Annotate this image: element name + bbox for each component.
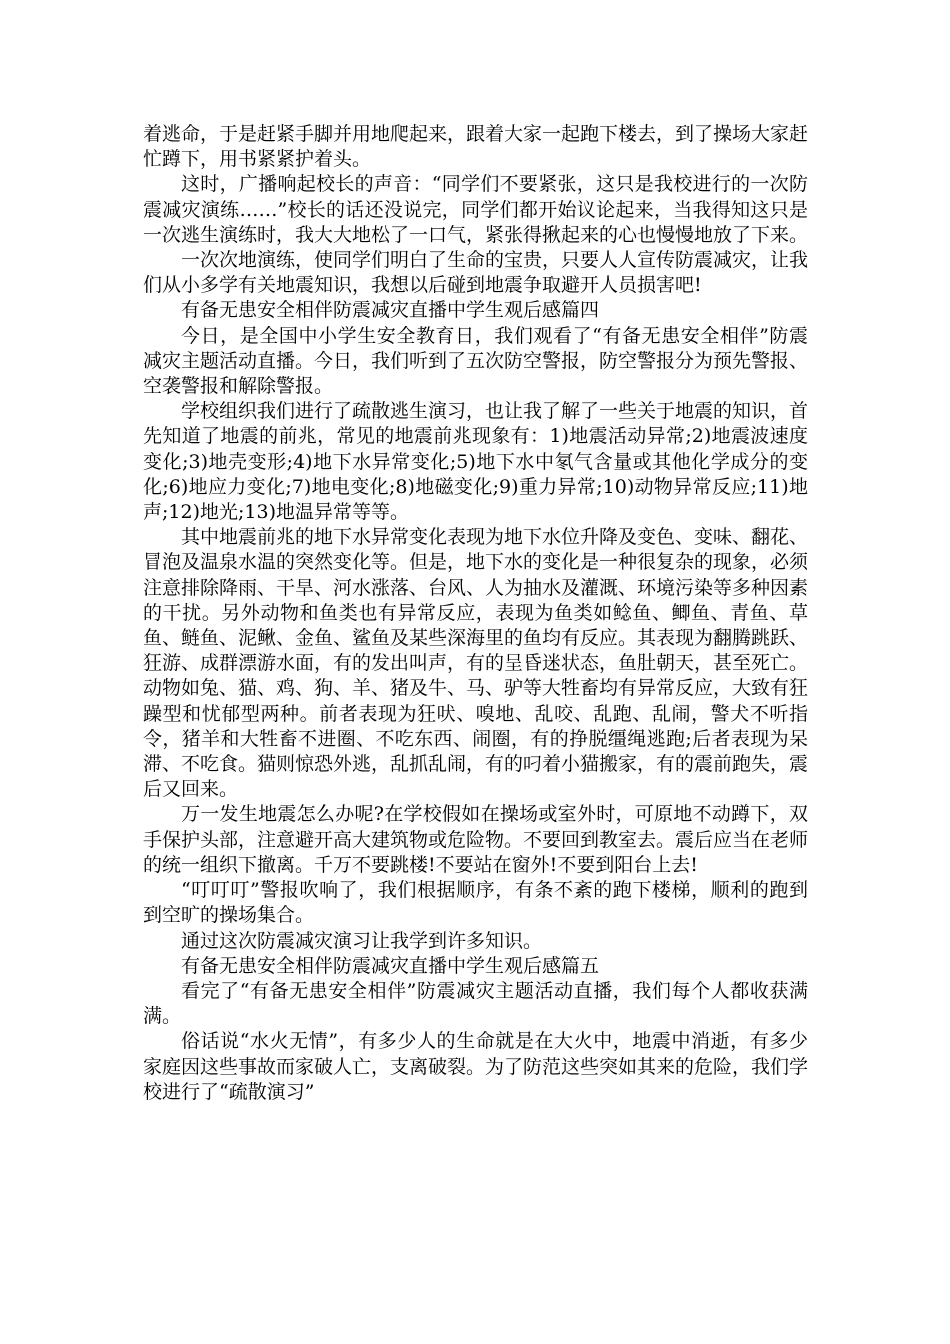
- paragraph-learned: 通过这次防震减灾演习让我学到许多知识。: [181, 929, 543, 952]
- paragraph-earthquake-signs: 学校组织我们进行了疏散逃生演习，也让我了解了一些关于地震的知识，首先知道了地震的前兆，常见的地震前兆现象有：1)地震活动异常;2)地震波速度变化;3)地壳变形;4)地下水异常变化;5)地下水中氡气含量或其他化学成分的变化;6)地应力变化;7)地电变化;8)地磁变化;9)重力异常;10)动物异常反应;11)地声;12)地光;13)地温异常等等。: [143, 400, 809, 524]
- paragraph-after-watching: 看完了“有备无患安全相伴”防震减灾主题活动直播，我们每个人都收获满满。: [143, 979, 808, 1028]
- paragraph-fire-water: 俗话说“水火无情”，有多少人的生命就是在大火中，地震中消逝，有多少家庭因这些事故而家破人亡，支离破裂。为了防范这些突如其来的危险，我们学校进行了“疏散演习”: [143, 1030, 809, 1103]
- paragraph-alarm: “叮叮叮”警报吹响了，我们根据顺序，有条不紊的跑下楼梯，顺利的跑到到空旷的操场集合。: [143, 879, 808, 927]
- paragraph-continuation: 着逃命，于是赶紧手脚并用地爬起来，跟着大家一起跑下楼去，到了操场大家赶忙蹲下，用书紧紧护着头。: [143, 123, 809, 171]
- document-page: [143, 122, 808, 1105]
- paragraph-principal-broadcast: 这时，广播响起校长的声音：“同学们不要紧张，这只是我校进行的一次防震减灾演练……”校长的话还没说完，同学们都开始议论起来，当我得知这只是一次逃生演练时，我大大地松了一口气，紧张得揪起来的心也慢慢地放了下来。: [143, 173, 809, 246]
- paragraph-what-to-do: 万一发生地震怎么办呢?在学校假如在操场或室外时，可原地不动蹲下，双手保护头部，注意避开高大建筑物或危险物。不要回到教室去。震后应当在老师的统一组织下撤离。千万不要跳楼!不要站在窗外!不要到阳台上去!: [143, 803, 809, 876]
- paragraph-safety-day: 今日，是全国中小学生安全教育日，我们观看了“有备无患安全相伴”防震减灾主题活动直播。今日，我们听到了五次防空警报，防空警报分为预先警报、空袭警报和解除警报。: [143, 324, 809, 398]
- section-heading-part5: 有备无患安全相伴防震减灾直播中学生观后感篇五: [181, 954, 600, 977]
- paragraph-groundwater-animals: 其中地震前兆的地下水异常变化表现为地下水位升降及变色、变味、翻花、冒泡及温泉水温的突然变化等。但是，地下水的变化是一种很复杂的现象，必须注意排除降雨、干旱、河水涨落、台风、人为抽水及灌溉、环境污染等多种因素的干扰。另外动物和鱼类也有异常反应，表现为鱼类如鲶鱼、鲫鱼、青鱼、草鱼、鲢鱼、泥鳅、金鱼、鲨鱼及某些深海里的鱼均有反应。其表现为翻腾跳跃、狂游、成群漂游水面，有的发出叫声，有的呈昏迷状态，鱼肚朝天，甚至死亡。动物如兔、猫、鸡、狗、羊、猪及牛、马、驴等大牲畜均有异常反应，大致有狂躁型和忧郁型两种。前者表现为狂吠、嗅地、乱咬、乱跑、乱闹，警犬不听指令，猪羊和大牲畜不进圈、不吃东西、闹圈，有的挣脱缰绳逃跑;后者表现为呆滞、不吃食。猫则惊恐外逃，乱抓乱闹，有的叼着小猫搬家，有的震前跑失，震后又回来。: [143, 526, 809, 801]
- paragraph-drill-lesson: 一次次地演练，使同学们明白了生命的宝贵，只要人人宣传防震减灾，让我们从小多学有关地震知识，我想以后碰到地震争取避开人员损害吧!: [143, 249, 809, 297]
- section-heading-part4: 有备无患安全相伴防震减灾直播中学生观后感篇四: [181, 299, 600, 322]
